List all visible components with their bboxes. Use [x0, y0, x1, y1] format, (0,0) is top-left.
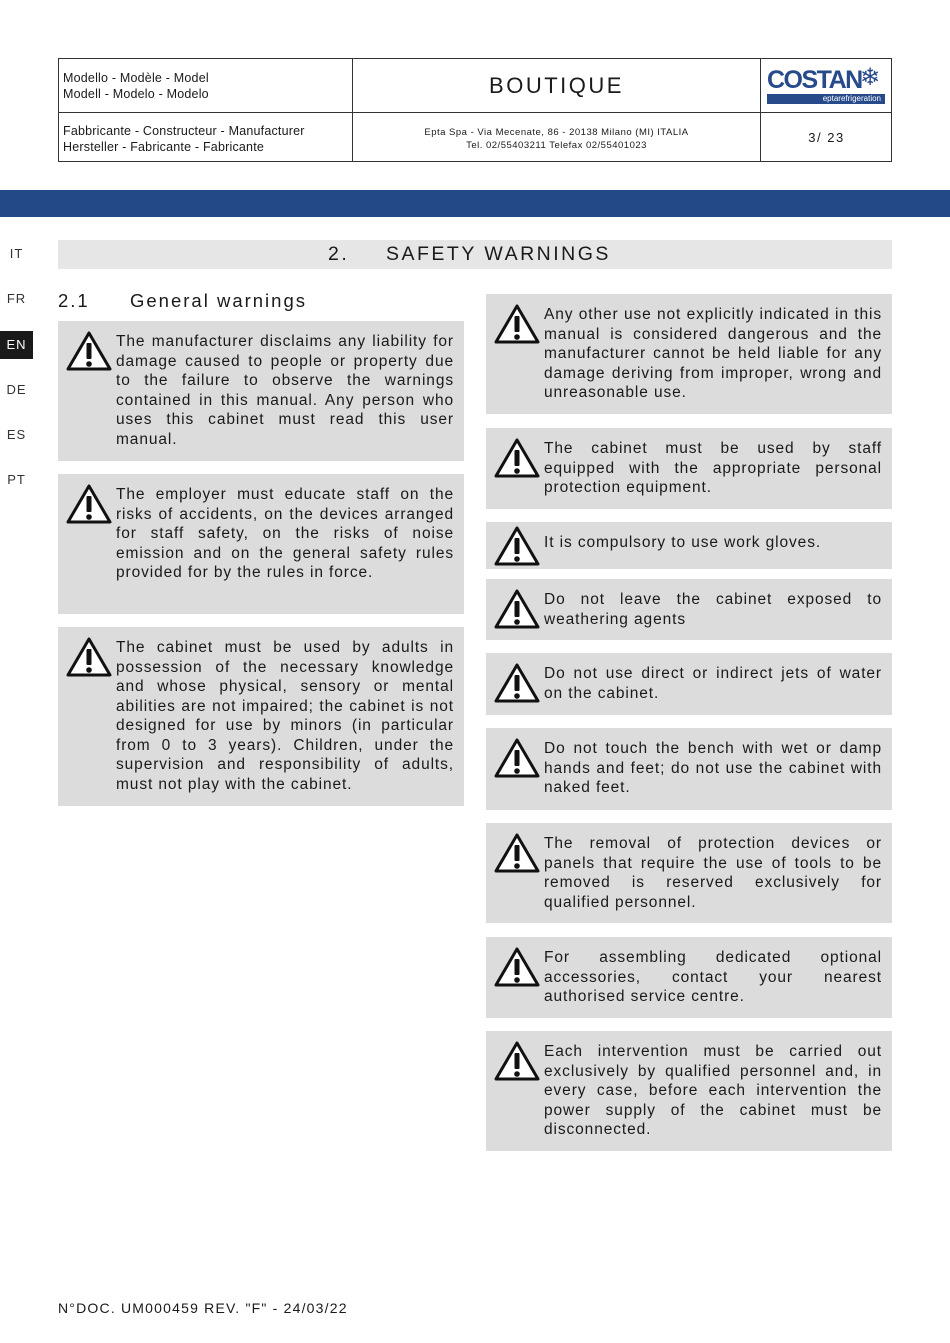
- language-tab-fr[interactable]: FR: [6, 291, 27, 306]
- warning-triangle-icon: [494, 1040, 540, 1082]
- warning-box: [486, 428, 892, 509]
- address-line2: Tel. 02/55403211 Telefax 02/55401023: [466, 140, 647, 151]
- manufacturer-label-line1: Fabbricante - Constructeur - Manufacturer: [63, 124, 305, 138]
- address-line1: Epta Spa - Via Mecenate, 86 - 20138 Milano (MI) ITALIA: [424, 127, 689, 138]
- page-number: 3/ 23: [808, 130, 845, 145]
- warning-text: Each intervention must be carried out exclusively by qualified personnel and, in every case, before each intervention the power supply of the cabinet must be disconnected.: [544, 1043, 882, 1138]
- warning-box: [486, 823, 892, 923]
- warning-triangle-icon: [494, 437, 540, 479]
- warning-box: [486, 937, 892, 1018]
- warning-text: The employer must educate staff on the risks of accidents, on the devices arranged for staff safety, on the risks of noise emission and on the general safety rules provided for by the rules in force.: [116, 486, 454, 581]
- warning-text: It is compulsory to use work gloves.: [544, 534, 822, 551]
- warning-box: [486, 522, 892, 569]
- warning-box: [486, 1031, 892, 1151]
- warning-box: [486, 294, 892, 414]
- warning-text: The removal of protection devices or panels that require the use of tools to be removed is reserved exclusively for qualified personnel.: [544, 835, 882, 911]
- warning-text: The cabinet must be used by staff equipped with the appropriate personal protection equipment.: [544, 440, 882, 496]
- warning-triangle-icon: [494, 832, 540, 874]
- logo-tagline: eptarefrigeration: [767, 94, 885, 104]
- manufacturer-label-line2: Hersteller - Fabricante - Fabricante: [63, 140, 265, 154]
- warning-text: For assembling dedicated optional accessories, contact your nearest authorised service centre.: [544, 949, 882, 1005]
- logo-wordmark: COSTAN: [767, 66, 862, 94]
- warning-box: [486, 579, 892, 640]
- language-tab-de[interactable]: DE: [6, 382, 27, 397]
- model-label-line1: Modello - Modèle - Model: [63, 71, 209, 85]
- language-tab-es[interactable]: ES: [6, 427, 27, 442]
- warning-box: [58, 321, 464, 461]
- document-number: N°DOC. UM000459 REV. "F" - 24/03/22: [58, 1300, 348, 1316]
- warning-box: [486, 653, 892, 715]
- language-tab-pt[interactable]: PT: [7, 472, 26, 487]
- language-tab-it[interactable]: IT: [9, 246, 24, 261]
- warning-triangle-icon: [494, 662, 540, 704]
- warning-text: Any other use not explicitly indicated in this manual is considered dangerous and the manufacturer cannot be held liable for any damage deriving from improper, wrong and unreasonable use.: [544, 306, 882, 401]
- snowflake-icon: ❄: [860, 64, 881, 91]
- warning-text: The cabinet must be used by adults in possession of the necessary knowledge and whose physical, sensory or mental abilities are not impaired; the cabinet is not designed for use by minors (in particular from 0 to 3 years). Children, under the supervision and responsibility of adults, must not play with the cabinet.: [116, 639, 454, 793]
- warning-box: [486, 728, 892, 810]
- document-header: [58, 58, 892, 162]
- manufacturer-label: [63, 123, 305, 155]
- warning-text: Do not use direct or indirect jets of water on the cabinet.: [544, 665, 882, 702]
- subsection-number: 2.1: [58, 290, 90, 311]
- warning-triangle-icon: [494, 946, 540, 988]
- warning-triangle-icon: [494, 303, 540, 345]
- section-number: 2.: [328, 243, 350, 265]
- section-title-text: SAFETY WARNINGS: [386, 243, 611, 265]
- warning-triangle-icon: [66, 483, 112, 525]
- warning-triangle-icon: [66, 636, 112, 678]
- warning-box: [58, 627, 464, 806]
- model-name: BOUTIQUE: [489, 73, 624, 98]
- warning-triangle-icon: [66, 330, 112, 372]
- warning-triangle-icon: [494, 525, 540, 567]
- warning-text: The manufacturer disclaims any liability for damage caused to people or property due to the failure to observe the warnings contained in this manual. Any person who uses this cabinet must read this user manual.: [116, 333, 454, 448]
- brand-logo: [761, 59, 892, 112]
- warning-text: Do not touch the bench with wet or damp hands and feet; do not use the cabinet with naked feet.: [544, 740, 882, 796]
- warning-box: [58, 474, 464, 614]
- warning-triangle-icon: [494, 737, 540, 779]
- warning-triangle-icon: [494, 588, 540, 630]
- subsection-title-text: General warnings: [130, 290, 307, 311]
- header-band: [0, 190, 950, 217]
- model-label-line2: Modell - Modelo - Modelo: [63, 87, 209, 101]
- manufacturer-address: [353, 126, 760, 152]
- warning-text: Do not leave the cabinet exposed to weathering agents: [544, 591, 882, 628]
- model-label: [63, 70, 209, 102]
- section-title: [58, 240, 892, 269]
- language-tab-en[interactable]: EN: [0, 331, 33, 359]
